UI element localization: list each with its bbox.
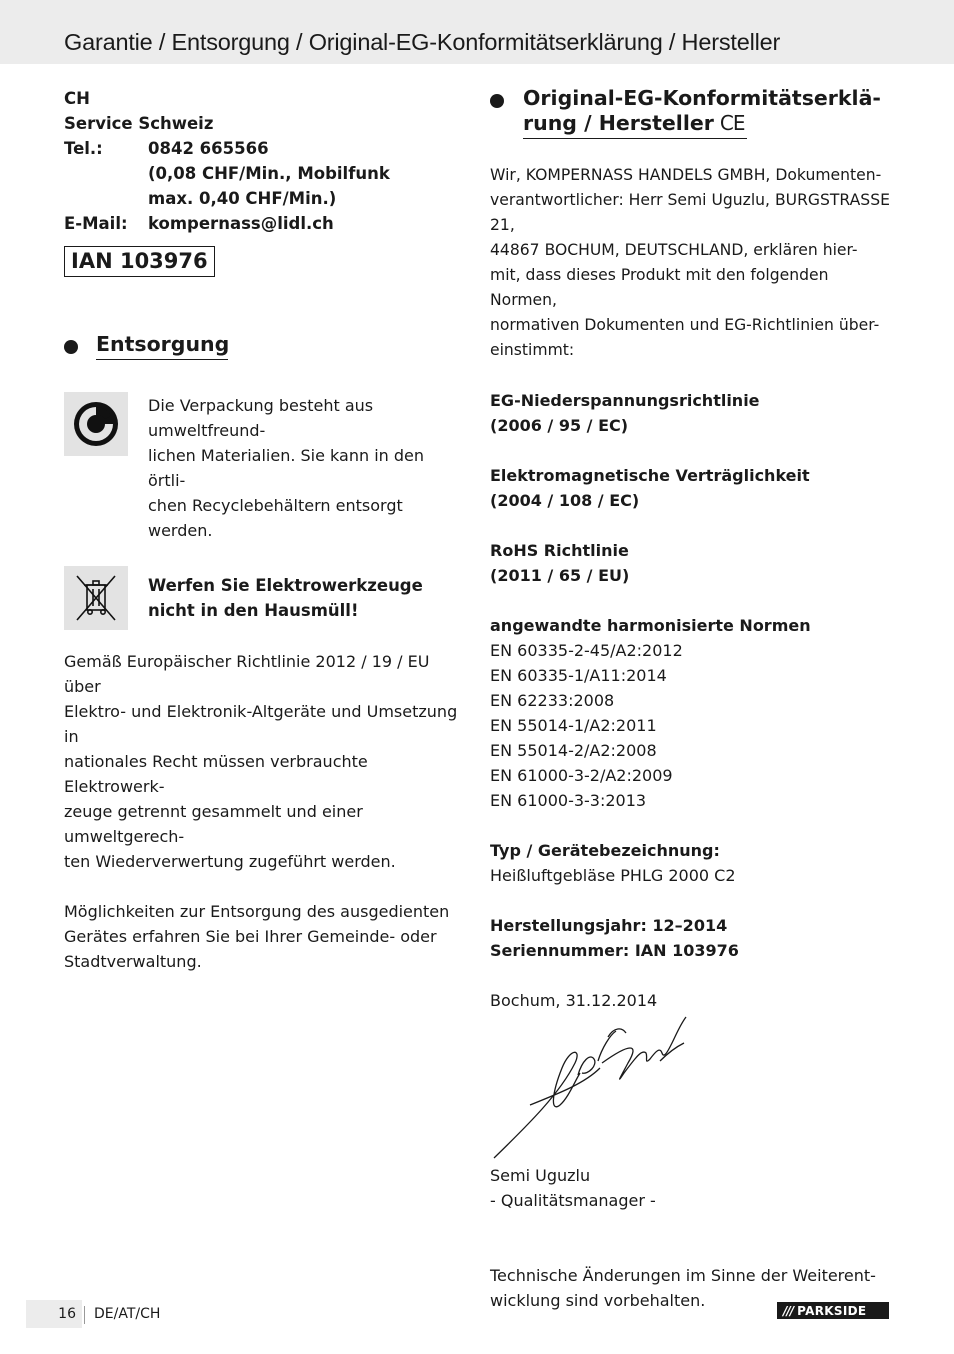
declaration-title-line2: rung / Hersteller CE [523,111,747,139]
ian-box: IAN 103976 [64,246,215,277]
page-title: Garantie / Entsorgung / Original-EG-Konformitätserklärung / Hersteller [64,29,781,55]
norm-item: EN 61000-3-2/A2:2009 [490,766,673,785]
crossed-out-bin-icon [64,566,128,630]
norm-item: EN 62233:2008 [490,691,615,710]
norm-item: EN 60335-2-45/A2:2012 [490,641,683,660]
signature-image [490,1013,894,1163]
signer-role: - Qualitätsmanager - [490,1191,656,1210]
norm-item: EN 55014-1/A2:2011 [490,716,657,735]
footer-divider [84,1306,85,1324]
contact-label [64,186,148,211]
contact-mobile-rate: max. 0,40 CHF/Min.) [148,189,337,208]
contact-label [64,161,148,186]
contact-phone-rate: (0,08 CHF/Min., Mobilfunk [148,164,390,183]
norms-list [490,613,894,813]
packaging-text: Die Verpackung besteht aus umweltfreund- lichen Materialien. Sie kann in den örtli- chen Recyclebehältern entsorgt werden. [148,396,424,540]
disposal-title: Entsorgung [96,332,228,360]
norm-item: EN 61000-3-3:2013 [490,791,647,810]
logo-slashes: /// [783,1303,794,1318]
production-info [490,913,894,963]
contact-label: E-Mail: [64,214,128,233]
serial-number: Seriennummer: IAN 103976 [490,941,739,960]
ce-mark-icon: CE [719,111,745,135]
weee-note [64,566,466,630]
contact-label: Tel.: [64,139,103,158]
weee-text: Werfen Sie Elektrowerkzeuge nicht in den Hausmüll! [148,576,423,620]
contact-email: kompernass@lidl.ch [148,214,334,233]
contact-block [64,86,466,236]
signer-name: Semi Uguzlu [490,1166,591,1185]
bullet-icon [490,94,504,108]
contact-service: Service Schweiz [64,114,214,133]
directive-low-voltage: EG-Niederspannungsrichtlinie (2006 / 95 / EC) [490,391,760,435]
disposal-options-text: Möglichkeiten zur Entsorgung des ausgedienten Gerätes erfahren Sie bei Ihrer Gemeinde- oder Stadtverwaltung. [64,902,450,971]
device-type: Typ / Gerätebezeichnung: Heißluftgebläse PHLG 2000 C2 [490,841,736,885]
directive-emc: Elektromagnetische Verträglichkeit (2004 / 108 / EC) [490,466,810,510]
norm-item: EN 55014-2/A2:2008 [490,741,657,760]
disposal-directive-text: Gemäß Europäischer Richtlinie 2012 / 19 / EU über Elektro- und Elektronik-Altgeräte und Umsetzung in nationales Recht müssen verbrauchte Elektrowerk- zeuge getrennt gesammelt und einer umweltgerech- ten Wiederverwertung zugeführt werden. [64,652,458,871]
disposal-heading [64,332,466,360]
place-date: Bochum, 31.12.2014 [490,991,658,1010]
contact-phone: 0842 665566 [148,139,269,158]
right-column [490,86,894,1313]
page-number: 16 [26,1300,82,1328]
directive-rohs: RoHS Richtlinie (2011 / 65 / EU) [490,541,630,585]
packaging-note [64,392,466,543]
norms-heading: angewandte harmonisierte Normen [490,616,811,635]
signer [490,1163,894,1213]
green-dot-recycle-icon [64,392,128,456]
production-year: Herstellungsjahr: 12–2014 [490,916,728,935]
norm-item: EN 60335-1/A11:2014 [490,666,667,685]
footer-languages: DE/AT/CH [94,1306,161,1322]
declaration-title-line1: Original-EG-Konformitätserklä- [523,86,881,110]
left-column [64,86,466,974]
contact-country: CH [64,89,90,108]
technical-changes-note: Technische Änderungen im Sinne der Weiterent- wicklung sind vorbehalten. [490,1266,876,1310]
logo-text: PARKSIDE [797,1303,867,1318]
declaration-intro: Wir, KOMPERNASS HANDELS GMBH, Dokumenten- verantwortlicher: Herr Semi Uguzlu, BURGSTRASSE 21, 44867 BOCHUM, DEUTSCHLAND, erklären hier- mit, dass dieses Produkt mit den folgenden Normen, normativen Dokumenten und EG-Richtlinien über- einstimmt: [490,166,890,359]
declaration-heading [490,86,894,139]
parkside-logo [777,1302,889,1319]
bullet-icon [64,340,78,354]
